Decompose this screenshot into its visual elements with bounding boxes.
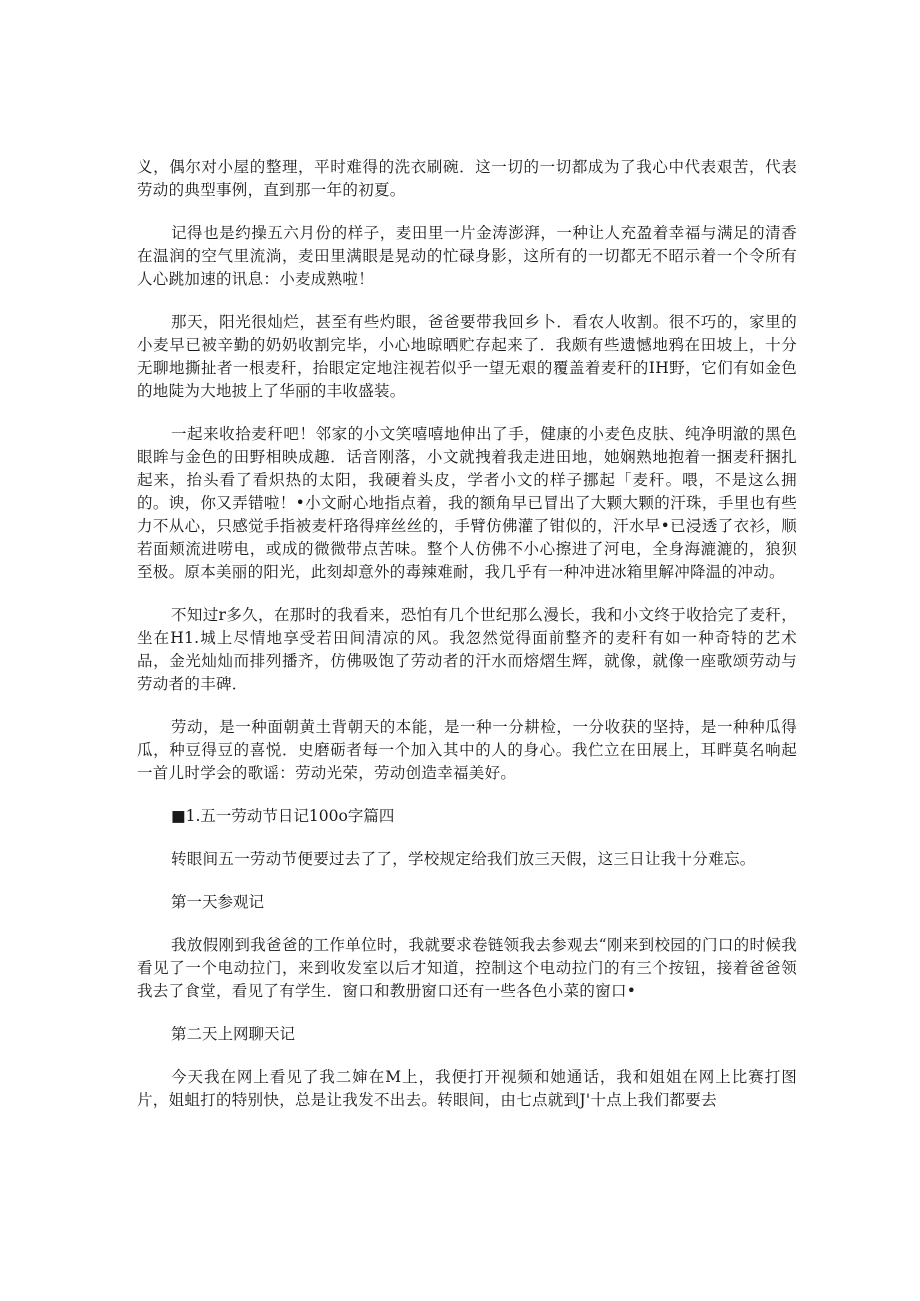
section-heading: ■1.五一劳动节日记100o字篇四 xyxy=(171,807,395,825)
paragraph-2: 记得也是约操五六月份的样子，麦田里一片金涛澎湃，一种让人充盈着幸福与满足的清香在温润的空气里流淌，麦田里满眼是晃动的忙碌身影，这所有的一切都无不昭示着一个令所有人心跳加速的讯息：小麦成熟啦！ xyxy=(137,224,797,288)
day2-paragraph: 今天我在网上看见了我二婶在M上，我便打开视频和她通话，我和姐姐在网上比赛打图片，姐蛆打的特别快，总是让我发不出去。转眼间，由七点就到J'十点上我们都要去 xyxy=(137,1068,797,1109)
paragraph-3: 那天，阳光很灿烂，甚至有些灼眼，爸爸要带我回乡卜．看农人收割。很不巧的，家里的小麦早已被辛勤的奶奶收割完毕，小心地晾晒贮存起来了．我颇有些遗憾地鸦在田坡上，十分无聊地撕扯者一根麦秆，抬眼定定地注视若似乎一望无艰的覆盖着麦秆的IH野，它们有如金色的地陡为大地披上了华丽的丰收盛装。 xyxy=(137,313,797,400)
document-body xyxy=(137,156,797,1132)
day2-title: 第二天上网聊天记 xyxy=(171,1025,296,1043)
paragraph-1: 义，偶尔对小屋的整理，平时难得的洗衣刷碗．这一切的一切都成为了我心中代表艰苦，代表劳动的典型事例，直到那一年的初夏。 xyxy=(137,158,797,199)
paragraph-4: 一起来收拾麦秆吧！邻家的小文笑嘻嘻地伸出了手，健康的小麦色皮肤、纯净明澈的黑色眼眸与金色的田野相映成趣．话音刚落，小文就拽着我走进田地，她娴熟地抱着一捆麦秆捆扎起来，抬头看了看炽热的太阳，我硬着头皮，学者小文的样子挪起「麦秆。喂，不是这么拥的。谀，你又弄错啦！•小文耐心地指点着，我的额角早已冒出了大颗大颗的汗珠，手里也有些力不从心，只感觉手指被麦杆珞得痒丝丝的，手臂仿佛灌了钳似的，汗水早•已浸透了衣衫，顺若面颊流进唠电，或成的微微带点苦味。整个人仿佛不小心擦进了河电，全身海漉漉的，狼狈至极。原本美丽的阳光，此刻却意外的毒辣难耐，我几乎有一种冲进冰箱里解冲降温的冲动。 xyxy=(137,425,797,581)
day1-paragraph: 我放假刚到我爸爸的工作单位时，我就要求卷链领我去参观去“刚来到校园的门口的时候我看见了一个电动拉门，来到收发室以后才知道，控制这个电动拉门的有三个按钮，接着爸爸领我去了食堂，看见了有学生．窗口和教册窗口还有一些各色小菜的窗口• xyxy=(137,936,797,1000)
paragraph-6: 劳动，是一种面朝黄土背朝天的本能，是一种一分耕检，一分收获的坚持，是一种种瓜得瓜，种豆得豆的喜悦．史磨砺者每一个加入其中的人的身心。我伫立在田展上，耳畔莫名响起一首儿时学会的歌谣：劳动光荣，劳动创造幸福美好。 xyxy=(137,718,797,782)
section-intro: 转眼间五一劳动节便要过去了了，学校规定给我们放三天假，这三日让我十分难忘。 xyxy=(171,850,756,868)
day1-title: 第一天参观记 xyxy=(171,893,265,911)
paragraph-5: 不知过r多久，在那时的我看来，恐怕有几个世纪那么漫长，我和小文终于收拾完了麦秆，坐在H1.城上尽情地享受若田间清凉的风。我忽然觉得面前整齐的麦秆有如一种奇特的艺术品，金光灿灿而排列播齐，仿佛吸饱了劳动者的汗水而熔熠生辉，就像，就像一座歌颂劳动与劳动者的丰碑． xyxy=(137,606,797,693)
